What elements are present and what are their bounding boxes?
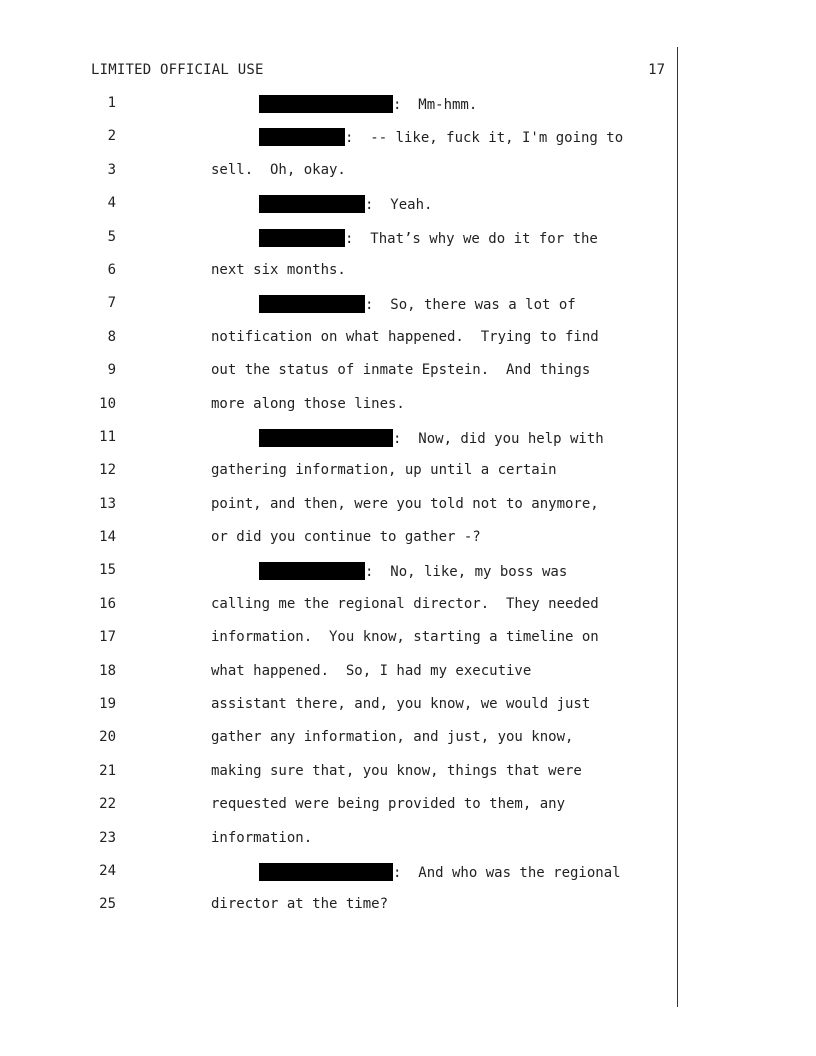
line-number: 6 — [107, 261, 116, 278]
line-number: 21 — [99, 762, 116, 779]
line-number: 5 — [107, 228, 116, 245]
redacted-speaker-name — [259, 863, 393, 881]
spoken-text: out the status of inmate Epstein. And things — [211, 362, 591, 379]
line-number: 1 — [107, 95, 116, 111]
line-number: 9 — [107, 362, 116, 379]
transcript-line — [0, 359, 816, 392]
spoken-text: : Yeah. — [365, 197, 433, 214]
transcript-line — [0, 92, 816, 125]
spoken-text: notification on what happened. Trying to find — [211, 328, 599, 345]
speaker-line-text — [259, 195, 432, 213]
speaker-line-text — [259, 562, 567, 580]
line-number: 4 — [107, 195, 116, 212]
transcript-line — [0, 292, 816, 325]
spoken-text: next six months. — [211, 261, 346, 278]
line-text — [211, 162, 346, 178]
line-number: 11 — [99, 428, 116, 445]
transcript-line — [0, 125, 816, 158]
line-number: 12 — [99, 462, 116, 479]
transcript-line — [0, 326, 816, 359]
line-text — [211, 529, 481, 545]
speaker-line-text — [259, 229, 598, 247]
redacted-speaker-name — [259, 95, 393, 113]
transcript-line — [0, 626, 816, 659]
transcript-line — [0, 827, 816, 860]
line-text — [211, 896, 388, 912]
line-number: 2 — [107, 128, 116, 145]
line-text — [211, 596, 599, 612]
transcript-line — [0, 526, 816, 559]
transcript-line — [0, 426, 816, 459]
transcript-line — [0, 860, 816, 893]
speaker-line-text — [259, 128, 623, 146]
line-number: 15 — [99, 562, 116, 579]
line-number: 18 — [99, 662, 116, 679]
spoken-text: information. You know, starting a timeline on — [211, 629, 599, 646]
line-text — [211, 763, 582, 779]
spoken-text: information. — [211, 829, 313, 846]
line-text — [211, 396, 405, 412]
spoken-text: : Now, did you help with — [393, 430, 604, 447]
line-number: 22 — [99, 796, 116, 813]
spoken-text: requested were being provided to them, any — [211, 796, 566, 813]
line-number: 7 — [107, 295, 116, 312]
line-text — [211, 796, 565, 812]
line-number: 16 — [99, 595, 116, 612]
line-text — [211, 729, 573, 745]
spoken-text: : Mm-hmm. — [393, 97, 478, 113]
line-text — [211, 830, 312, 846]
redacted-speaker-name — [259, 295, 365, 313]
spoken-text: : No, like, my boss was — [365, 564, 568, 581]
line-number: 8 — [107, 328, 116, 345]
transcript-lines — [0, 92, 816, 927]
transcript-line — [0, 893, 816, 926]
spoken-text: gathering information, up until a certain — [211, 462, 557, 479]
redacted-speaker-name — [259, 562, 365, 580]
line-text — [211, 696, 590, 712]
line-text — [211, 329, 599, 345]
spoken-text: : So, there was a lot of — [365, 297, 576, 314]
line-number: 10 — [99, 395, 116, 412]
speaker-line-text — [259, 429, 604, 447]
line-number: 3 — [107, 161, 116, 178]
transcript-line — [0, 760, 816, 793]
transcript-line — [0, 192, 816, 225]
transcript-line — [0, 726, 816, 759]
line-number: 13 — [99, 495, 116, 512]
transcript-line — [0, 593, 816, 626]
classification-header: LIMITED OFFICIAL USE — [91, 62, 264, 78]
line-number: 25 — [99, 896, 116, 913]
transcript-line — [0, 259, 816, 292]
spoken-text: or did you continue to gather -? — [211, 529, 481, 546]
line-text — [211, 362, 590, 378]
speaker-line-text — [259, 863, 621, 881]
transcript-line — [0, 693, 816, 726]
transcript-line — [0, 459, 816, 492]
speaker-line-text — [259, 295, 576, 313]
line-number: 17 — [99, 629, 116, 646]
redacted-speaker-name — [259, 429, 393, 447]
redacted-speaker-name — [259, 195, 365, 213]
spoken-text: director at the time? — [211, 896, 389, 913]
line-text — [211, 462, 557, 478]
spoken-text: point, and then, were you told not to anymore, — [211, 495, 599, 512]
redacted-speaker-name — [259, 128, 345, 146]
transcript-line — [0, 793, 816, 826]
transcript-line — [0, 559, 816, 592]
line-number: 24 — [99, 862, 116, 879]
line-text — [211, 262, 346, 278]
speaker-line-text — [259, 95, 477, 113]
spoken-text: : And who was the regional — [393, 864, 621, 881]
line-text — [211, 663, 531, 679]
spoken-text: : That’s why we do it for the — [345, 230, 598, 247]
spoken-text: gather any information, and just, you know, — [211, 729, 574, 746]
transcript-line — [0, 660, 816, 693]
spoken-text: sell. Oh, okay. — [211, 161, 346, 178]
spoken-text: making sure that, you know, things that were — [211, 762, 582, 779]
spoken-text: : -- like, fuck it, I'm going to — [345, 130, 624, 147]
line-number: 14 — [99, 529, 116, 546]
spoken-text: assistant there, and, you know, we would just — [211, 696, 591, 713]
transcript-line — [0, 226, 816, 259]
line-number: 23 — [99, 829, 116, 846]
transcript-line — [0, 393, 816, 426]
page-number: 17 — [648, 62, 665, 78]
line-number: 20 — [99, 729, 116, 746]
line-number: 19 — [99, 696, 116, 713]
spoken-text: more along those lines. — [211, 395, 405, 412]
spoken-text: calling me the regional director. They needed — [211, 595, 599, 612]
line-text — [211, 496, 599, 512]
spoken-text: what happened. So, I had my executive — [211, 662, 532, 679]
transcript-line — [0, 493, 816, 526]
transcript-line — [0, 159, 816, 192]
line-text — [211, 629, 599, 645]
redacted-speaker-name — [259, 229, 345, 247]
